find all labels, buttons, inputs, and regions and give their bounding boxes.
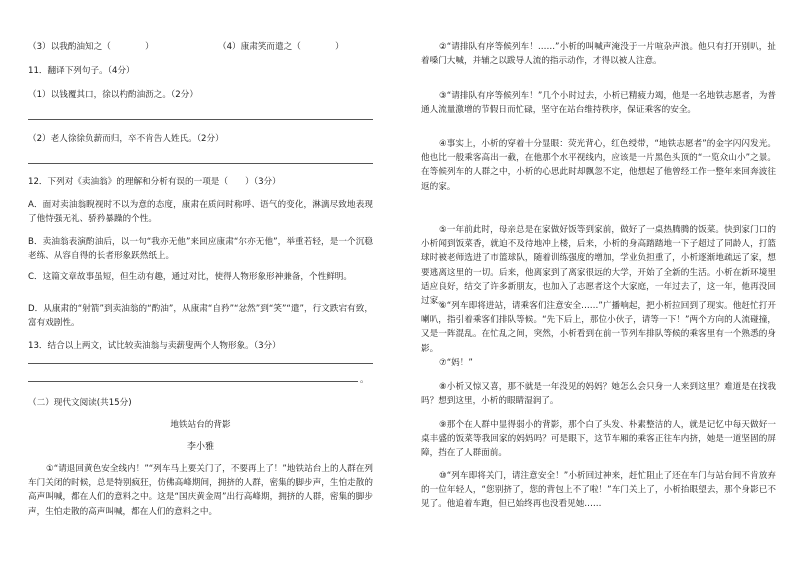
- q13-end-mark: 。: [360, 375, 369, 385]
- article-author: 李小雅: [186, 442, 214, 452]
- q12-option-b: B．卖油翁表演酌油后，以一句“我亦无他”来回应康肃“尔亦无他”，举重若轻，是一个沉稳老练、从容自得的长者形象跃然纸上。: [28, 237, 373, 262]
- q12-option-c: C．这篇文章故事虽短，但生动有趣，通过对比，使得人物形象形神兼备，个性鲜明。: [28, 272, 352, 282]
- article-paragraph-3: ③“请排队有序等候列车！”几个小时过去，小析已精疲力竭，他是一名地铁志愿者，为普通人流量激增的节假日而忙碌，坚守在站台维持秩序，保证乘客的安全。: [421, 91, 776, 116]
- article-paragraph-9: ⑨那个在人群中显得弱小的背影，那个白了头发、朴素整洁的人，就是记忆中每天做好一桌丰盛的饭菜等我回家的妈妈吗？可是眼下，这节车厢的乘客正往车内挤，她是一道坚固的屏障，挡在了人群面前。: [421, 420, 776, 459]
- q12-option-a: A．面对卖油翁睨视时不以为意的态度，康肃在质问时称呼、语气的变化，淋漓尽致地表现了他恃强无礼、骄矜暴躁的个性。: [28, 200, 373, 225]
- article-paragraph-1: ①“请退回黄色安全线内！”“列车马上要关门了，不要再上了！”地铁站台上的人群在列车门关闭的时候，总是特别疯狂，仿佛高峰期间，拥挤的人群，密集的脚步声，生怕走散的高声叫喊，都在人们的意料之中。这是“国庆黄金周”出行高峰期，拥挤的人群，密集的脚步声，生怕走散的高声叫喊，都在人们的意料之中。: [28, 464, 373, 517]
- article-paragraph-2: ②“请排队有序等候列车！……”小析的叫喊声淹没于一片喧杂声浪。他只有打开别叭，扯着嗓门大喊，并辅之以跋导人流的指示动作，才得以被人注意。: [421, 42, 776, 67]
- q12-title: 12．下列对《卖油翁》的理解和分析有误的一项是（ ）（3分）: [28, 177, 281, 187]
- q11-sentence-1: （1）以钱覆其口，徐以杓酌油沥之。（2分）: [28, 90, 198, 100]
- q11-sentence-2: （2）老人徐徐负薪而归，卒不肯告人姓氏。（2分）: [28, 134, 224, 144]
- answer-line: [28, 381, 358, 382]
- article-paragraph-5: ⑤一年前此时，母亲总是在家做好饭等到家前，做好了一桌热腾腾的饭菜。快到家门口的小析闻到饭菜香，就迫不及待地冲上楼，后来，小析的身高踏踏地一下子超过了同龄人，打篮球时被老师选进了市篮球队，随着训练强度的增加，学业负担重了，小析逐渐地疏远了家，想要逃离这里的一切。后来，他离家到了离家很远的大学，开始了全新的生活。小析在新环境里适应良好，结交了许多新朋友，也加入了志愿者这个大家庭，一年过去了，这一年，他再没回过家。: [421, 225, 776, 307]
- article-paragraph-6: ⑥“列车即将进站，请乘客们注意安全……”广播响起，把小析拉回到了现实。他赶忙打开喇叭，指引着乘客们排队等候。“先下后上，那位小伙子，请等一下！”两个方向的人流碰撞，又是一阵混乱。在忙乱之间，突然，小析看到在前一节列车排队等候的乘客里有一个熟悉的身影。: [421, 301, 776, 354]
- article-paragraph-7: ⑦“妈！”: [439, 358, 473, 368]
- q12-option-d: D．从康肃的“射箭”到卖油翁的“酌油”，从康肃“自矜”“忿然”到“笑”“遣”，行文跌宕有致，富有戏剧性。: [28, 304, 373, 329]
- section-heading: （二）现代文阅读(共15分): [28, 398, 132, 408]
- answer-line: [28, 363, 373, 364]
- article-title: 地铁站台的背影: [170, 420, 231, 430]
- answer-line: [28, 119, 373, 120]
- article-paragraph-10: ⑩“列车即将关门，请注意安全！”小析回过神来，赶忙阻止了还在车门与站台间不肯放弃的一位年轻人，“您别挤了，您的背包上不了啦！”车门关上了，小析抬眼望去，那个身影已不见了。他追着车跑，但已始终再也没看见她……: [421, 471, 776, 510]
- answer-line: [28, 163, 373, 164]
- q10-item-3: （3）以我酌油知之（ ）: [28, 42, 154, 52]
- article-paragraph-8: ⑧小析又惊又喜，那不就是一年没见的妈妈？她怎么会只身一人来到这里？难道是在找我吗？想到这里，小析的眼睛湿润了。: [421, 382, 776, 407]
- q13-title: 13．结合以上两文，试比较卖油翁与卖薪叟两个人物形象。（3分）: [28, 341, 281, 351]
- article-paragraph-4: ④事实上，小析的穿着十分显眼：荧光背心，红色绶带，“地铁志愿者”的金字闪闪发光。他也比一般乘客高出一截，在他那个水平视线内，应该是一片黑色头顶的“一览众山小”之景。在等候列车的人群之中，小析的心思此时却飘忽不定，他想起了他曾经工作一整年来回奔波往返的家。: [421, 139, 776, 192]
- q10-item-4: （4）康肃笑而遣之（ ）: [218, 42, 344, 52]
- q11-title: 11．翻译下列句子。（4分）: [28, 66, 135, 76]
